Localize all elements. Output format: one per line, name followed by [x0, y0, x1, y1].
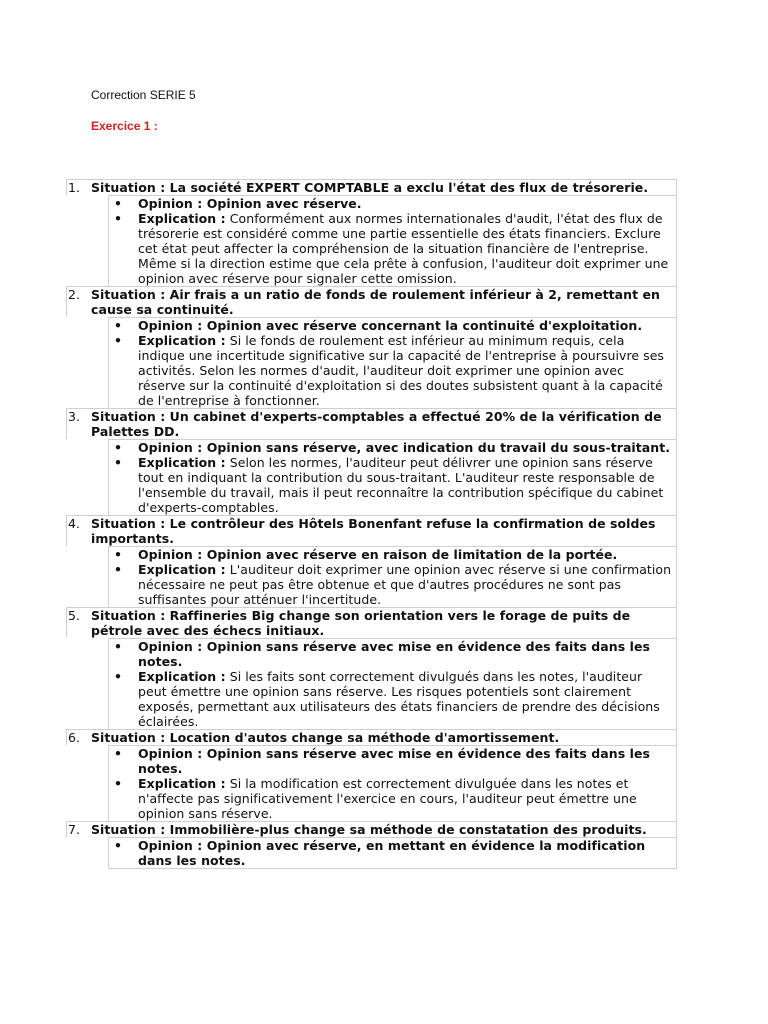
situation-item-7: [66, 821, 677, 869]
opinion-row: [114, 838, 674, 868]
item-number: 7.: [68, 822, 81, 837]
bullet-icon: •: [114, 639, 123, 654]
details-block: [108, 546, 677, 607]
document-title: Correction SERIE 5: [91, 88, 196, 102]
situation-item-3: [66, 408, 677, 515]
details-block: [108, 837, 677, 869]
bullet-icon: •: [114, 318, 123, 333]
bullet-icon: •: [114, 211, 123, 226]
situation-item-1: [66, 179, 677, 286]
situation-text: Situation : Air frais a un ratio de fonds de roulement inférieur à 2, remettant en cause sa continuité.: [91, 287, 660, 317]
item-number: 3.: [68, 409, 81, 424]
explication-label: Explication :: [138, 776, 226, 791]
details-block: [108, 638, 677, 729]
situation-text: Situation : Un cabinet d'experts-comptables a effectué 20% de la vérification de Palettes DD.: [91, 409, 662, 439]
opinion-label: Opinion :: [138, 547, 203, 562]
situation-text: Situation : La société EXPERT COMPTABLE a exclu l'état des flux de trésorerie.: [91, 180, 649, 195]
situation-row: [66, 821, 677, 837]
situation-text: Situation : Raffineries Big change son orientation vers le forage de puits de pétrole avec des échecs initiaux.: [91, 608, 631, 638]
situation-row: [66, 607, 677, 638]
opinion-label: Opinion :: [138, 746, 203, 761]
situation-row: [66, 515, 677, 546]
bullet-icon: •: [114, 333, 123, 348]
situation-row: [66, 408, 677, 439]
details-block: [108, 745, 677, 821]
explication-label: Explication :: [138, 562, 226, 577]
explication-text: Si la modification est correctement divulguée dans les notes et n'affecte pas significativement l'exercice en cours, l'auditeur peut émettre une opinion sans réserve.: [138, 776, 637, 821]
bullet-icon: •: [114, 562, 123, 577]
explication-text: Si le fonds de roulement est inférieur au minimum requis, cela indique une incertitude significative sur la capacité de l'entreprise à poursuivre ses activités. Selon les normes d'audit, l'auditeur doit exprimer une opinion avec réserve sur la continuité d'exploitation si des doutes subsistent quant à la capacité de l'entreprise à fonctionner.: [138, 333, 664, 408]
situation-item-4: [66, 515, 677, 607]
opinion-label: Opinion :: [138, 639, 203, 654]
situation-row: [66, 179, 677, 195]
item-number: 1.: [68, 180, 81, 195]
details-block: [108, 439, 677, 515]
opinion-text: Opinion sans réserve, avec indication du travail du sous-traitant.: [202, 440, 671, 455]
opinion-text: Opinion avec réserve concernant la continuité d'exploitation.: [202, 318, 643, 333]
bullet-icon: •: [114, 776, 123, 791]
opinion-row: [114, 639, 674, 669]
bullet-icon: •: [114, 669, 123, 684]
opinion-label: Opinion :: [138, 318, 203, 333]
explication-label: Explication :: [138, 455, 226, 470]
opinion-text: Opinion sans réserve avec mise en évidence des faits dans les notes.: [138, 746, 650, 776]
situation-item-2: [66, 286, 677, 408]
situation-row: [66, 286, 677, 317]
explication-text: Conformément aux normes internationales d'audit, l'état des flux de trésorerie est considéré comme une partie essentielle des états financiers. Exclure cet état peut affecter la compréhension de la situation financière de l'entreprise. Même si la direction estime que cela prête à confusion, l'auditeur doit exprimer une opinion avec réserve pour signaler cette omission.: [138, 211, 669, 286]
item-number: 6.: [68, 730, 81, 745]
situation-text: Situation : Immobilière-plus change sa méthode de constatation des produits.: [91, 822, 647, 837]
opinion-label: Opinion :: [138, 838, 203, 853]
explication-label: Explication :: [138, 669, 226, 684]
opinion-label: Opinion :: [138, 440, 203, 455]
explication-row: [114, 211, 674, 286]
explication-row: [114, 562, 674, 607]
exercise-heading: Exercice 1 :: [91, 119, 158, 133]
item-number: 5.: [68, 608, 81, 623]
explication-text: Selon les normes, l'auditeur peut délivrer une opinion sans réserve tout en indiquant la contribution du sous-traitant. L'auditeur reste responsable de l'ensemble du travail, mais il peut reconnaître la contribution spécifique du cabinet d'experts-comptables.: [138, 455, 664, 515]
bullet-icon: •: [114, 547, 123, 562]
item-number: 4.: [68, 516, 81, 531]
opinion-row: [114, 746, 674, 776]
explication-text: Si les faits sont correctement divulgués dans les notes, l'auditeur peut émettre une opinion sans réserve. Les risques potentiels sont clairement exposés, permettant aux utilisateurs des états financiers de prendre des décisions éclairées.: [138, 669, 660, 729]
details-block: [108, 317, 677, 408]
opinion-row: [114, 547, 674, 562]
bullet-icon: •: [114, 440, 123, 455]
bullet-icon: •: [114, 196, 123, 211]
explication-label: Explication :: [138, 211, 226, 226]
situation-text: Situation : Le contrôleur des Hôtels Bonenfant refuse la confirmation de soldes importants.: [91, 516, 656, 546]
opinion-row: [114, 440, 674, 455]
explication-text: L'auditeur doit exprimer une opinion avec réserve si une confirmation nécessaire ne peut pas être obtenue et que d'autres procédures ne sont pas suffisantes pour atténuer l'incertitude.: [138, 562, 672, 607]
opinion-text: Opinion avec réserve.: [202, 196, 362, 211]
bullet-icon: •: [114, 746, 123, 761]
explication-row: [114, 776, 674, 821]
opinion-row: [114, 196, 674, 211]
opinion-label: Opinion :: [138, 196, 203, 211]
situation-item-5: [66, 607, 677, 729]
opinion-text: Opinion sans réserve avec mise en évidence des faits dans les notes.: [138, 639, 650, 669]
explication-row: [114, 669, 674, 729]
correction-list: [66, 179, 677, 869]
situation-item-6: [66, 729, 677, 821]
bullet-icon: •: [114, 455, 123, 470]
item-number: 2.: [68, 287, 81, 302]
situation-row: [66, 729, 677, 745]
situation-text: Situation : Location d'autos change sa méthode d'amortissement.: [91, 730, 560, 745]
bullet-icon: •: [114, 838, 123, 853]
explication-row: [114, 333, 674, 408]
opinion-text: Opinion avec réserve, en mettant en évidence la modification dans les notes.: [138, 838, 646, 868]
opinion-text: Opinion avec réserve en raison de limitation de la portée.: [202, 547, 618, 562]
explication-label: Explication :: [138, 333, 226, 348]
explication-row: [114, 455, 674, 515]
details-block: [108, 195, 677, 286]
opinion-row: [114, 318, 674, 333]
